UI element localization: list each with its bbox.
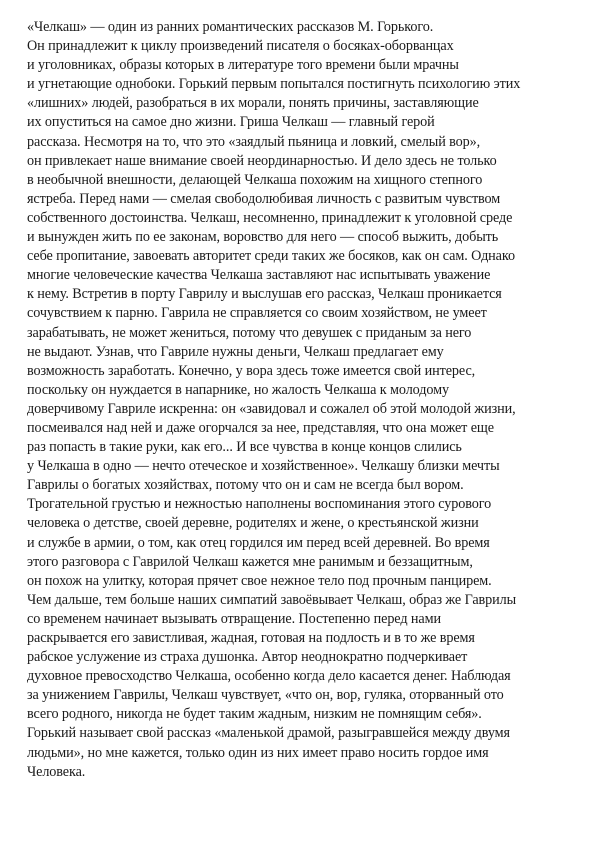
text-line: себе пропитание, завоевать авторитет среди таких же босяков, как он сам. Однако xyxy=(27,248,515,265)
essay-text xyxy=(27,18,579,782)
text-line: собственного достоинства. Челкаш, несомненно, принадлежит к уголовной среде xyxy=(27,209,513,226)
text-line: поскольку он нуждается в напарнике, но жалость Челкаша к молодому xyxy=(27,381,449,398)
text-line: зарабатывать, не может жениться, потому что девушек с приданым за него xyxy=(27,324,472,341)
text-line: он похож на улитку, которая прячет свое нежное тело под прочным панцирем. xyxy=(27,572,492,589)
text-line: Гаврилы о богатых хозяйствах, потому что он и сам не всегда был вором. xyxy=(27,477,464,494)
text-line: Трогательной грустью и нежностью наполнены воспоминания этого сурового xyxy=(27,496,492,513)
text-line: посмеивался над ней и даже огорчался за нее, представляя, что она может еще xyxy=(27,419,494,436)
text-line: человека о детстве, своей деревне, родителях и жене, о крестьянской жизни xyxy=(27,515,479,532)
text-line: и вынужден жить по ее законам, воровство для него — способ выжить, добыть xyxy=(27,229,499,246)
text-line: людьми», но мне кажется, только один из них имеет право носить гордое имя xyxy=(27,744,489,761)
text-line: раскрывается его завистливая, жадная, готовая на подлость и в то же время xyxy=(27,630,475,646)
text-line: он привлекает наше внимание своей неординарностью. И дело здесь не только xyxy=(27,152,497,169)
text-line: не выдают. Узнав, что Гавриле нужны деньги, Челкаш предлагает ему xyxy=(27,343,444,360)
text-line: и уголовниках, образы которых в литературе того времени были мрачны xyxy=(27,57,459,74)
text-line: в необычной внешности, делающей Челкаша похожим на хищного степного xyxy=(27,171,483,188)
text-line: Чем дальше, тем больше наших симпатий завоёвывает Челкаш, образ же Гаврилы xyxy=(27,591,517,608)
text-line: возможность заработать. Конечно, у вора здесь тоже имеется свой интерес, xyxy=(27,362,476,379)
text-line: рабское услужение из страха душонка. Автор неоднократно подчеркивает xyxy=(27,649,468,666)
text-line: раз попасть в такие руки, как его... И все чувства в конце концов слились xyxy=(27,439,462,456)
text-line: «Челкаш» — один из ранних романтических рассказов М. Горького. xyxy=(27,19,434,35)
text-line: за унижением Гаврилы, Челкаш чувствует, «что он, вор, гуляка, оторванный ото xyxy=(27,687,504,704)
text-line: всего родного, никогда не будет таким жадным, низким не помнящим себя». xyxy=(27,706,482,723)
text-line: Человека. xyxy=(27,763,86,780)
text-line: их опуститься на самое дно жизни. Гриша Челкаш — главный герой xyxy=(27,114,435,131)
text-line: Горький называет свой рассказ «маленькой драмой, разыгравшейся между двумя xyxy=(27,725,510,742)
text-line: у Челкаша в одно — нечто отеческое и хозяйственное». Челкашу близки мечты xyxy=(27,458,500,475)
text-line: со временем начинает вызывать отвращение. Постепенно перед нами xyxy=(27,610,441,627)
text-line: ястреба. Перед нами — смелая свободолюбивая личность с развитым чувством xyxy=(27,190,501,207)
text-line: доверчивому Гавриле искренна: он «завидовал и сожалел об этой молодой жизни, xyxy=(27,400,516,417)
text-line: «лишних» людей, разобраться в их морали, понять причины, заставляющие xyxy=(27,95,479,112)
text-line: этого разговора с Гаврилой Челкаш кажется мне ранимым и беззащитным, xyxy=(27,553,473,570)
text-line: рассказа. Несмотря на то, что это «заядлый пьяница и ловкий, смелый вор», xyxy=(27,133,481,150)
text-line: и угнетающие однобоки. Горький первым попытался постигнуть психологию этих xyxy=(27,76,521,93)
text-line: Он принадлежит к циклу произведений писателя о босяках-оборванцах xyxy=(27,38,454,55)
text-line: к нему. Встретив в порту Гаврилу и выслушав его рассказ, Челкаш проникается xyxy=(27,286,502,303)
text-line: многие человеческие качества Челкаша заставляют нас испытывать уважение xyxy=(27,267,491,284)
text-line: духовное превосходство Челкаша, особенно когда дело касается денег. Наблюдая xyxy=(27,668,511,685)
text-line: и службе в армии, о том, как отец гордился им перед всей деревней. Во время xyxy=(27,534,490,551)
text-line: сочувствием к парню. Гаврила не справляется со своим хозяйством, не умеет xyxy=(27,305,487,322)
